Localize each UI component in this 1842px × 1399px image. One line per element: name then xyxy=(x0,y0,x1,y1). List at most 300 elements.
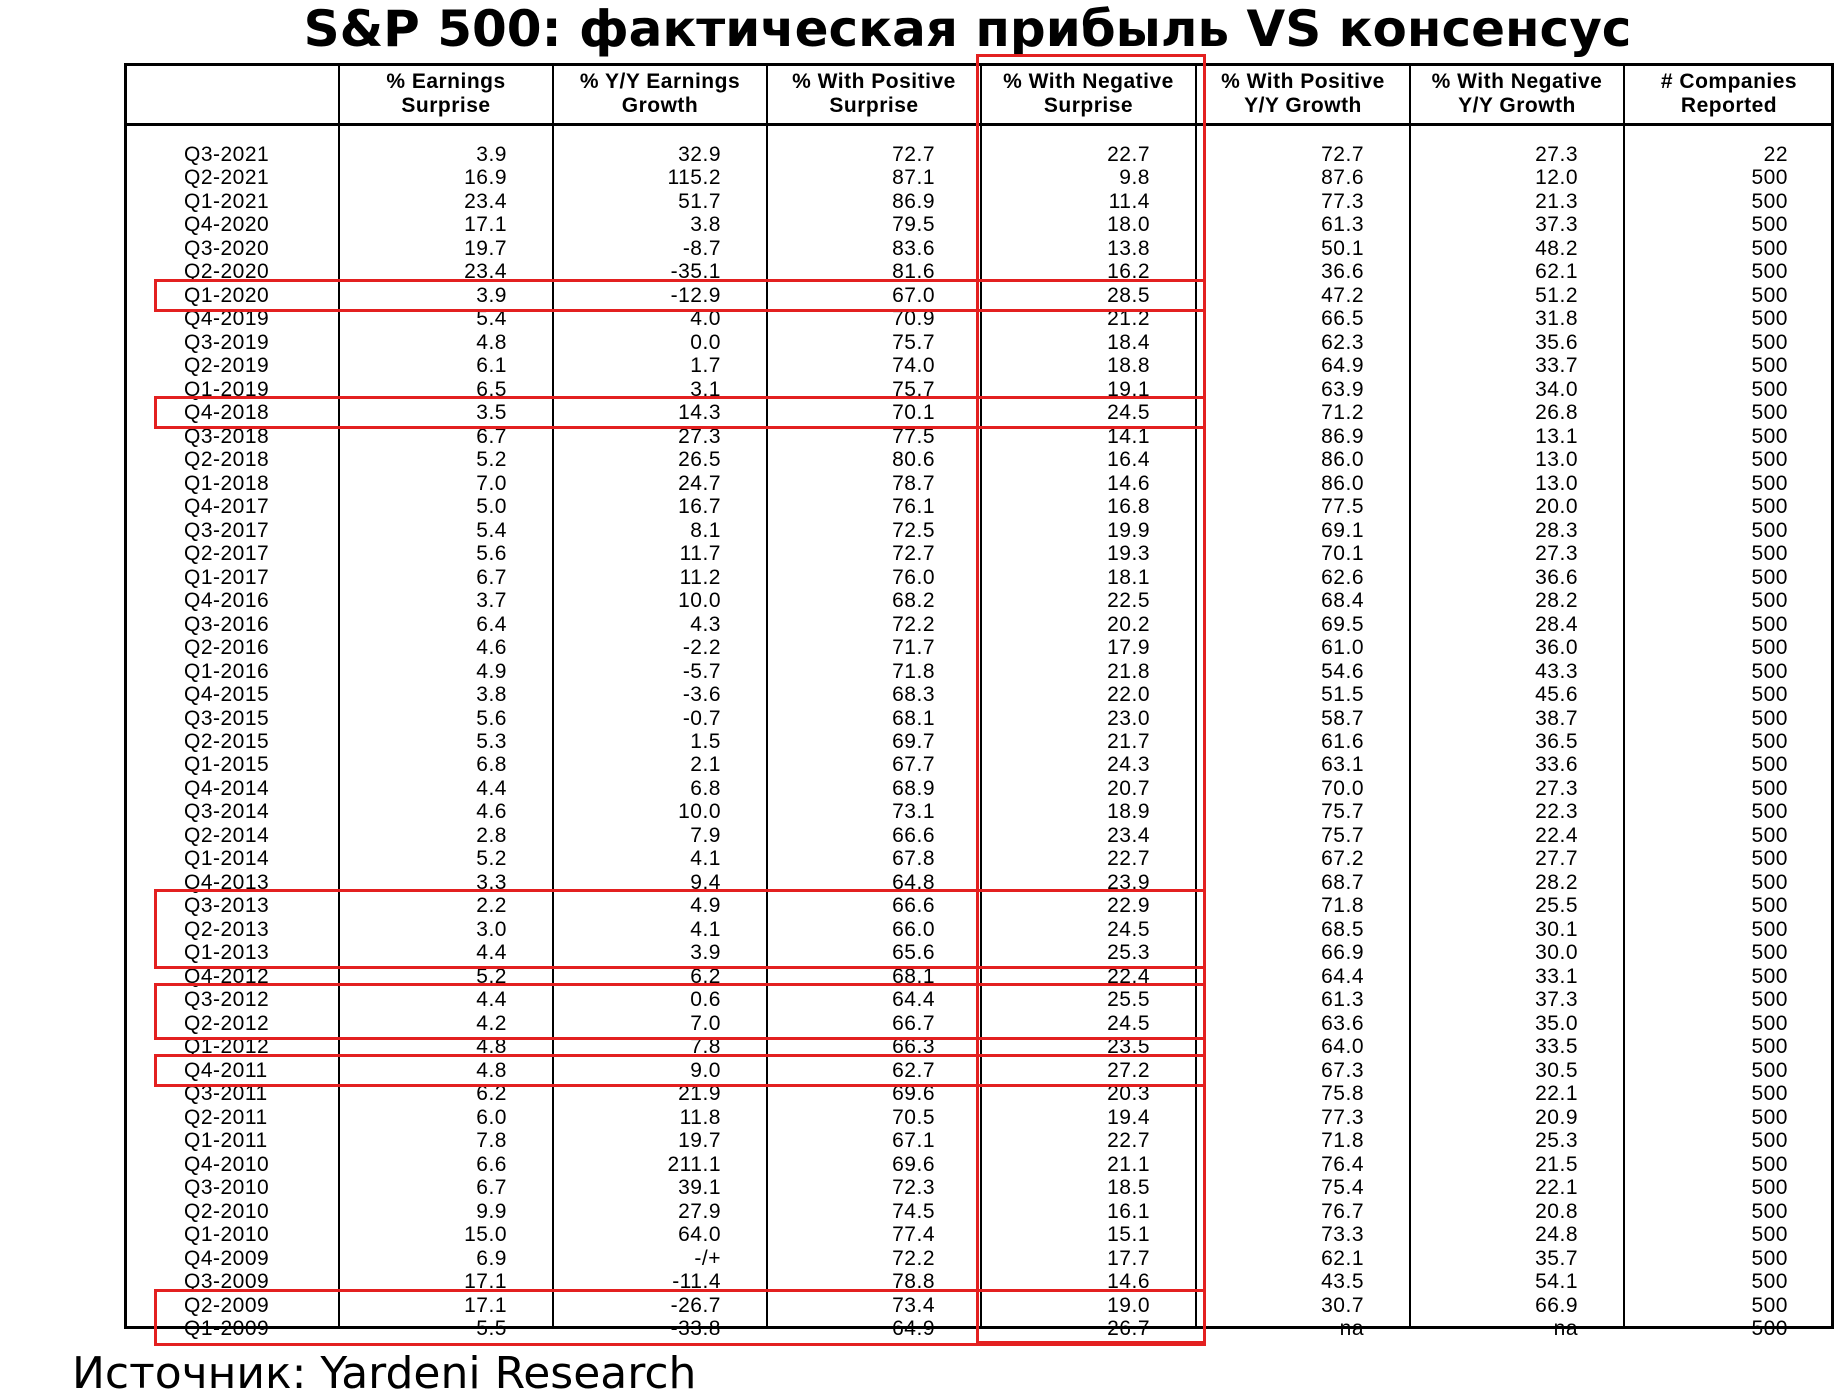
table-cell: 17.7 xyxy=(1107,1246,1150,1270)
column-header xyxy=(767,70,981,122)
table-cell: 22.7 xyxy=(1107,1129,1150,1153)
table-cell: 72.5 xyxy=(892,518,935,542)
table-cell: 500 xyxy=(1751,1105,1788,1129)
quarter-label: Q1-2015 xyxy=(184,753,270,777)
table-cell: 25.3 xyxy=(1107,941,1150,965)
quarter-label: Q2-2009 xyxy=(184,1293,270,1317)
table-cell: 8.1 xyxy=(690,518,721,542)
table-cell: 3.9 xyxy=(690,941,721,965)
table-cell: 73.1 xyxy=(892,800,935,824)
table-cell: 6.8 xyxy=(476,753,507,777)
table-cell: 2.2 xyxy=(476,894,507,918)
table-row xyxy=(124,1176,1834,1199)
table-cell: 19.0 xyxy=(1107,1293,1150,1317)
table-cell: 500 xyxy=(1751,471,1788,495)
table-cell: 30.7 xyxy=(1321,1293,1364,1317)
table-cell: 28.5 xyxy=(1107,283,1150,307)
table-cell: -35.1 xyxy=(670,260,721,284)
table-cell: 11.2 xyxy=(679,565,721,589)
table-cell: 21.2 xyxy=(1107,307,1150,331)
table-cell: 23.4 xyxy=(1107,823,1150,847)
table-cell: 5.6 xyxy=(476,542,507,566)
table-cell: 5.5 xyxy=(476,1317,507,1340)
table-cell: 500 xyxy=(1751,1035,1788,1059)
table-cell: 24.3 xyxy=(1107,753,1150,777)
table-cell: 75.7 xyxy=(1321,800,1364,824)
table-cell: 21.3 xyxy=(1535,189,1578,213)
table-cell: 72.3 xyxy=(892,1176,935,1200)
table-cell: 500 xyxy=(1751,354,1788,378)
table-cell: -12.9 xyxy=(670,283,721,307)
table-cell: 5.2 xyxy=(476,448,507,472)
table-cell: 16.9 xyxy=(464,166,507,190)
table-cell: 33.1 xyxy=(1535,964,1578,988)
table-cell: 36.6 xyxy=(1535,565,1578,589)
table-cell: 20.9 xyxy=(1535,1105,1578,1129)
table-cell: 1.7 xyxy=(690,354,721,378)
table-cell: 86.0 xyxy=(1321,448,1364,472)
table-row xyxy=(124,1247,1834,1270)
table-cell: 14.1 xyxy=(1107,424,1150,448)
table-cell: 28.2 xyxy=(1535,589,1578,613)
table-cell: 77.3 xyxy=(1321,1105,1364,1129)
table-row xyxy=(124,847,1834,870)
quarter-label: Q4-2013 xyxy=(184,870,270,894)
table-cell: 3.9 xyxy=(476,283,507,307)
table-cell: 500 xyxy=(1751,589,1788,613)
table-cell: 500 xyxy=(1751,1176,1788,1200)
table-cell: 14.6 xyxy=(1107,471,1150,495)
column-header-line1: % Y/Y Earnings xyxy=(579,70,741,93)
table-cell: 27.2 xyxy=(1107,1058,1150,1082)
column-header-line1: % With Positive xyxy=(792,70,956,93)
table-row xyxy=(124,800,1834,823)
table-cell: 17.1 xyxy=(464,1270,507,1294)
table-cell: 69.7 xyxy=(892,730,935,753)
column-header-line2: Surprise xyxy=(829,94,919,117)
table-row xyxy=(124,260,1834,283)
table-cell: 76.4 xyxy=(1321,1152,1364,1176)
table-cell: 61.6 xyxy=(1321,730,1364,753)
table-cell: 20.3 xyxy=(1107,1082,1150,1106)
table-cell: 24.5 xyxy=(1107,1011,1150,1035)
table-cell: 500 xyxy=(1751,870,1788,894)
table-cell: 13.8 xyxy=(1107,236,1150,260)
table-cell: 21.1 xyxy=(1107,1152,1150,1176)
table-cell: 500 xyxy=(1751,941,1788,965)
table-cell: 4.8 xyxy=(476,1058,507,1082)
quarter-label: Q3-2016 xyxy=(184,612,270,636)
table-cell: 14.6 xyxy=(1107,1270,1150,1294)
table-cell: 3.0 xyxy=(476,917,507,941)
table-cell: 19.9 xyxy=(1107,518,1150,542)
table-row xyxy=(124,683,1834,706)
table-cell: 26.5 xyxy=(678,448,721,472)
table-cell: na xyxy=(1553,1317,1578,1340)
table-cell: 18.0 xyxy=(1107,213,1150,237)
table-cell: -0.7 xyxy=(682,706,721,730)
quarter-label: Q4-2009 xyxy=(184,1246,270,1270)
table-row xyxy=(124,472,1834,495)
table-row xyxy=(124,918,1834,941)
table-cell: 22.0 xyxy=(1107,683,1150,707)
table-cell: 6.7 xyxy=(476,424,507,448)
table-cell: 4.3 xyxy=(690,612,721,636)
table-row xyxy=(124,965,1834,988)
table-cell: 64.0 xyxy=(1321,1035,1364,1059)
table-cell: -3.6 xyxy=(682,683,721,707)
table-cell: 28.3 xyxy=(1535,518,1578,542)
table-cell: 17.9 xyxy=(1107,636,1150,660)
quarter-label: Q2-2018 xyxy=(184,448,270,472)
table-cell: 65.6 xyxy=(892,941,935,965)
table-row xyxy=(124,1200,1834,1223)
source-note: Источник: Yardeni Research xyxy=(72,1348,697,1399)
table-cell: 11.7 xyxy=(679,542,721,566)
table-cell: 36.6 xyxy=(1321,260,1364,284)
table-cell: 18.4 xyxy=(1107,330,1150,354)
column-header-line2: Surprise xyxy=(1043,94,1134,117)
quarter-label: Q1-2021 xyxy=(184,189,270,213)
table-cell: 18.9 xyxy=(1107,800,1150,824)
table-row xyxy=(124,1153,1834,1176)
table-cell: 18.1 xyxy=(1107,565,1150,589)
table-cell: 26.8 xyxy=(1535,401,1578,425)
table-cell: -26.7 xyxy=(670,1293,721,1317)
table-cell: 51.2 xyxy=(1535,283,1578,307)
table-cell: 500 xyxy=(1751,1011,1788,1035)
table-cell: 500 xyxy=(1751,636,1788,660)
table-cell: 64.4 xyxy=(1321,964,1364,988)
table-cell: 23.4 xyxy=(464,189,507,213)
table-cell: 22.1 xyxy=(1535,1176,1578,1200)
table-cell: 74.5 xyxy=(892,1199,935,1223)
table-cell: 0.0 xyxy=(690,330,721,354)
table-row xyxy=(124,213,1834,236)
table-cell: 3.3 xyxy=(476,870,507,894)
quarter-label: Q4-2014 xyxy=(184,776,270,800)
table-row xyxy=(124,566,1834,589)
table-cell: 23.0 xyxy=(1107,706,1150,730)
table-row xyxy=(124,354,1834,377)
table-cell: 5.3 xyxy=(476,730,507,753)
table-cell: 70.1 xyxy=(1321,542,1364,566)
table-cell: 500 xyxy=(1751,401,1788,425)
table-cell: 21.5 xyxy=(1535,1152,1578,1176)
table-cell: 37.3 xyxy=(1535,213,1578,237)
table-cell: 500 xyxy=(1751,518,1788,542)
table-cell: 68.2 xyxy=(892,589,935,613)
header-divider xyxy=(124,123,1834,126)
quarter-label: Q4-2012 xyxy=(184,964,270,988)
column-header xyxy=(1410,70,1624,122)
table-cell: 500 xyxy=(1751,495,1788,519)
table-cell: 500 xyxy=(1751,612,1788,636)
table-cell: 1.5 xyxy=(690,730,721,753)
quarter-label: Q3-2019 xyxy=(184,330,270,354)
quarter-label: Q3-2011 xyxy=(184,1082,268,1106)
table-row xyxy=(124,1035,1834,1058)
table-cell: 51.5 xyxy=(1321,683,1364,707)
table-cell: 5.4 xyxy=(476,518,507,542)
quarter-label: Q4-2015 xyxy=(184,683,270,707)
table-cell: 6.4 xyxy=(476,612,507,636)
table-cell: 500 xyxy=(1751,1152,1788,1176)
quarter-label: Q3-2010 xyxy=(184,1176,270,1200)
table-cell: 3.5 xyxy=(476,401,507,425)
table-cell: -/+ xyxy=(694,1246,721,1270)
table-cell: 500 xyxy=(1751,1270,1788,1294)
table-cell: 5.6 xyxy=(476,706,507,730)
table-cell: 25.5 xyxy=(1535,894,1578,918)
table-cell: -33.8 xyxy=(670,1317,721,1340)
quarter-label: Q4-2019 xyxy=(184,307,270,331)
table-cell: 66.3 xyxy=(892,1035,935,1059)
table-cell: 75.7 xyxy=(1321,823,1364,847)
table-cell: 62.3 xyxy=(1321,330,1364,354)
table-row xyxy=(124,166,1834,189)
quarter-label: Q1-2013 xyxy=(184,941,270,965)
table-cell: 69.5 xyxy=(1321,612,1364,636)
table-cell: 500 xyxy=(1751,706,1788,730)
table-row xyxy=(124,777,1834,800)
table-cell: 7.8 xyxy=(476,1129,507,1153)
quarter-label: Q1-2012 xyxy=(184,1035,270,1059)
table-cell: -8.7 xyxy=(682,236,721,260)
table-cell: 30.1 xyxy=(1535,917,1578,941)
table-cell: 63.9 xyxy=(1321,377,1364,401)
table-cell: 61.3 xyxy=(1321,988,1364,1012)
table-cell: 4.4 xyxy=(476,941,507,965)
table-cell: 15.0 xyxy=(464,1223,507,1247)
table-cell: 63.6 xyxy=(1321,1011,1364,1035)
table-cell: 5.2 xyxy=(476,847,507,871)
table-cell: 3.1 xyxy=(690,377,721,401)
table-cell: 71.8 xyxy=(892,659,935,683)
quarter-label: Q1-2020 xyxy=(184,283,270,307)
quarter-label: Q4-2016 xyxy=(184,589,270,613)
table-cell: 61.0 xyxy=(1321,636,1364,660)
table-cell: 500 xyxy=(1751,964,1788,988)
table-cell: 19.4 xyxy=(1107,1105,1150,1129)
table-cell: 500 xyxy=(1751,1223,1788,1247)
table-cell: 78.7 xyxy=(892,471,935,495)
quarter-label: Q4-2010 xyxy=(184,1152,270,1176)
table-cell: 68.4 xyxy=(1321,589,1364,613)
table-cell: 6.1 xyxy=(476,354,507,378)
quarter-label: Q2-2013 xyxy=(184,917,270,941)
table-cell: 500 xyxy=(1751,1129,1788,1153)
table-cell: 21.7 xyxy=(1107,730,1150,753)
table-cell: 33.6 xyxy=(1535,753,1578,777)
table-cell: 500 xyxy=(1751,189,1788,213)
table-cell: 67.0 xyxy=(892,283,935,307)
quarter-label: Q1-2017 xyxy=(184,565,270,589)
table-cell: 24.5 xyxy=(1107,401,1150,425)
quarter-label: Q2-2021 xyxy=(184,166,270,190)
table-cell: 25.3 xyxy=(1535,1129,1578,1153)
table-cell: 75.4 xyxy=(1321,1176,1364,1200)
table-row xyxy=(124,1012,1834,1035)
table-cell: 500 xyxy=(1751,800,1788,824)
table-cell: 69.1 xyxy=(1321,518,1364,542)
table-cell: 22.3 xyxy=(1535,800,1578,824)
table-cell: 74.0 xyxy=(892,354,935,378)
table-cell: 71.8 xyxy=(1321,894,1364,918)
table-cell: 70.1 xyxy=(892,401,935,425)
table-cell: 20.8 xyxy=(1535,1199,1578,1223)
table-cell: 64.9 xyxy=(892,1317,935,1340)
table-cell: 16.8 xyxy=(1107,495,1150,519)
table-cell: 4.4 xyxy=(476,776,507,800)
column-header xyxy=(553,70,767,122)
table-cell: 500 xyxy=(1751,330,1788,354)
table-cell: 4.8 xyxy=(476,1035,507,1059)
table-cell: 18.5 xyxy=(1107,1176,1150,1200)
table-cell: 71.2 xyxy=(1321,401,1364,425)
table-cell: 75.7 xyxy=(892,377,935,401)
quarter-label: Q3-2014 xyxy=(184,800,270,824)
table-cell: 61.3 xyxy=(1321,213,1364,237)
table-cell: 64.4 xyxy=(892,988,935,1012)
table-cell: 21.8 xyxy=(1107,659,1150,683)
table-cell: 4.0 xyxy=(690,307,721,331)
table-cell: 37.3 xyxy=(1535,988,1578,1012)
table-row xyxy=(124,1223,1834,1246)
table-row xyxy=(124,378,1834,401)
table-cell: 72.2 xyxy=(892,1246,935,1270)
table-row xyxy=(124,307,1834,330)
table-cell: 62.1 xyxy=(1321,1246,1364,1270)
quarter-label: Q2-2017 xyxy=(184,542,270,566)
table-cell: 27.3 xyxy=(1535,542,1578,566)
table-cell: 3.8 xyxy=(476,683,507,707)
table-row xyxy=(124,753,1834,776)
table-row xyxy=(124,894,1834,917)
table-cell: 500 xyxy=(1751,448,1788,472)
column-header xyxy=(1624,70,1834,122)
quarter-label: Q2-2016 xyxy=(184,636,270,660)
table-cell: 4.9 xyxy=(476,659,507,683)
table-cell: 500 xyxy=(1751,683,1788,707)
table-cell: 66.6 xyxy=(892,823,935,847)
table-row xyxy=(124,1059,1834,1082)
table-cell: 19.1 xyxy=(1107,377,1150,401)
table-cell: 18.8 xyxy=(1107,354,1150,378)
table-row xyxy=(124,401,1834,424)
table-cell: 67.8 xyxy=(892,847,935,871)
table-row xyxy=(124,988,1834,1011)
table-cell: 9.0 xyxy=(690,1058,721,1082)
table-cell: 80.6 xyxy=(892,448,935,472)
table-cell: 68.1 xyxy=(892,706,935,730)
quarter-label: Q3-2012 xyxy=(184,988,270,1012)
table-cell: 500 xyxy=(1751,166,1788,190)
quarter-label: Q3-2013 xyxy=(184,894,270,918)
quarter-label: Q2-2014 xyxy=(184,823,270,847)
table-cell: 500 xyxy=(1751,565,1788,589)
column-header-line1: % With Negative xyxy=(1431,70,1603,93)
table-cell: 27.9 xyxy=(678,1199,721,1223)
quarter-label: Q1-2014 xyxy=(184,847,270,871)
quarter-label: Q2-2019 xyxy=(184,354,270,378)
quarter-label: Q4-2017 xyxy=(184,495,270,519)
column-header xyxy=(339,70,553,122)
table-cell: 83.6 xyxy=(892,236,935,260)
table-cell: 9.9 xyxy=(476,1199,507,1223)
table-cell: 33.7 xyxy=(1535,354,1578,378)
quarter-label: Q4-2011 xyxy=(184,1058,268,1082)
table-cell: 10.0 xyxy=(678,589,721,613)
table-cell: -2.2 xyxy=(682,636,721,660)
table-cell: 72.7 xyxy=(892,542,935,566)
table-cell: 81.6 xyxy=(892,260,935,284)
table-cell: 43.5 xyxy=(1321,1270,1364,1294)
table-cell: 500 xyxy=(1751,377,1788,401)
table-cell: 77.5 xyxy=(1321,495,1364,519)
table-cell: 69.6 xyxy=(892,1082,935,1106)
quarter-label: Q3-2020 xyxy=(184,236,270,260)
table-cell: 36.0 xyxy=(1535,636,1578,660)
quarter-label: Q1-2009 xyxy=(184,1317,270,1340)
table-row xyxy=(124,143,1834,166)
table-row xyxy=(124,425,1834,448)
table-cell: 33.5 xyxy=(1535,1035,1578,1059)
table-cell: 19.7 xyxy=(678,1129,721,1153)
table-cell: 4.8 xyxy=(476,330,507,354)
table-cell: 10.0 xyxy=(678,800,721,824)
quarter-label: Q3-2021 xyxy=(184,143,270,166)
quarter-label: Q4-2018 xyxy=(184,401,270,425)
column-header-line2: Y/Y Growth xyxy=(1458,94,1576,117)
table-cell: 20.0 xyxy=(1535,495,1578,519)
table-cell: 28.2 xyxy=(1535,870,1578,894)
table-cell: 17.1 xyxy=(464,213,507,237)
table-cell: 24.5 xyxy=(1107,917,1150,941)
table-cell: 62.1 xyxy=(1535,260,1578,284)
quarter-label: Q3-2009 xyxy=(184,1270,270,1294)
table-cell: 73.4 xyxy=(892,1293,935,1317)
table-cell: 22.1 xyxy=(1535,1082,1578,1106)
column-header-line1: % With Positive xyxy=(1221,70,1385,93)
column-header-line2: Surprise xyxy=(401,94,491,117)
column-header xyxy=(124,70,339,122)
table-cell: 7.0 xyxy=(690,1011,721,1035)
column-header-line1: # Companies xyxy=(1660,70,1798,93)
table-cell: 11.4 xyxy=(1108,189,1150,213)
table-cell: 4.4 xyxy=(476,988,507,1012)
table-cell: 4.6 xyxy=(476,636,507,660)
table-cell: 20.2 xyxy=(1107,612,1150,636)
table-cell: 22.4 xyxy=(1107,964,1150,988)
page-title: S&P 500: фактическая прибыль VS консенсус xyxy=(303,0,1632,58)
table-cell: 500 xyxy=(1751,542,1788,566)
table-cell: na xyxy=(1339,1317,1364,1340)
table-cell: 5.2 xyxy=(476,964,507,988)
table-cell: 71.7 xyxy=(892,636,935,660)
table-cell: -5.7 xyxy=(682,659,721,683)
table-row xyxy=(124,1082,1834,1105)
table-row xyxy=(124,1294,1834,1317)
quarter-label: Q1-2018 xyxy=(184,471,270,495)
table-cell: 500 xyxy=(1751,213,1788,237)
table-cell: 47.2 xyxy=(1321,283,1364,307)
table-cell: 115.2 xyxy=(667,166,721,190)
table-cell: 68.3 xyxy=(892,683,935,707)
table-cell: 2.1 xyxy=(690,753,721,777)
quarter-label: Q2-2010 xyxy=(184,1199,270,1223)
table-cell: 26.7 xyxy=(1107,1317,1150,1340)
